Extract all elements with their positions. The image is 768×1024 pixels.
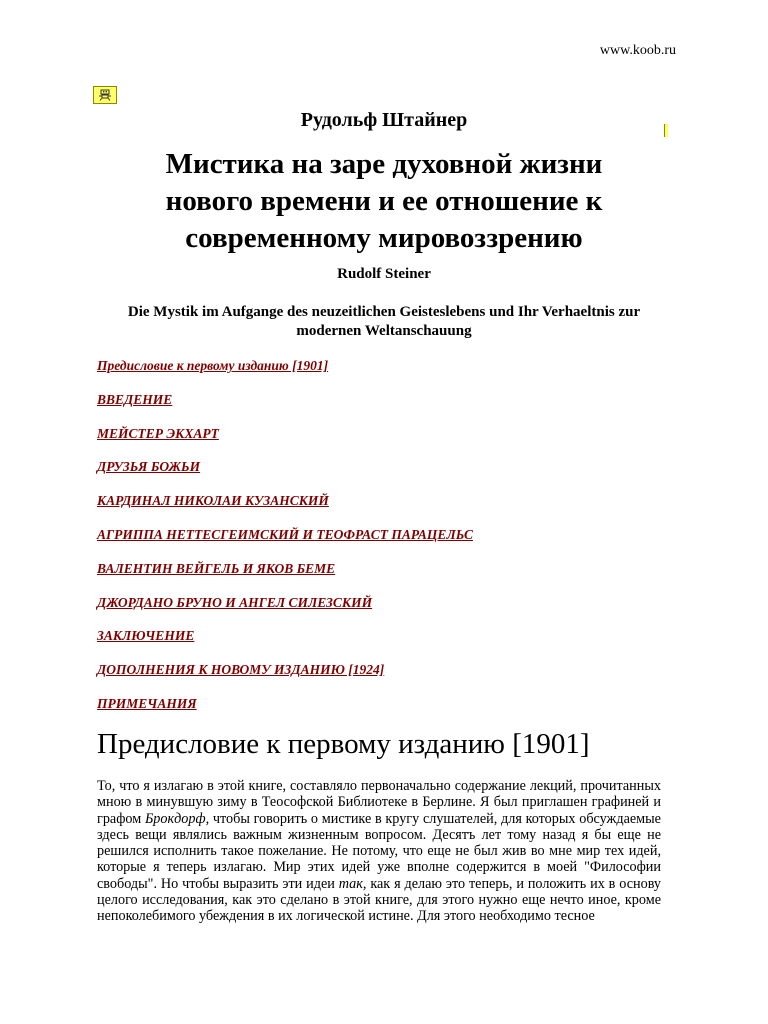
site-url[interactable]: www.koob.ru [599,43,676,58]
toc-item [97,661,473,695]
table-of-contents [97,357,473,729]
book-title-ru: Мистика на заре духовной жизни нового времени и ее отношение к современному мировоззрению [165,148,603,254]
toc-link-bruno-silesius[interactable]: ДЖОРДАНО БРУНО И АНГЕЛ СИЛЕЗСКИЙ [97,594,373,610]
toc-item [97,627,473,661]
toc-link-additions-1924[interactable]: ДОПОЛНЕНИЯ К НОВОМУ ИЗДАНИЮ [1924] [97,662,385,678]
toc-item [97,458,473,492]
paragraph-text: То, что я излагаю в этой книге, составляло первоначально содержание лекций, прочитанных мною в минувшую зиму в Теософской Библиотеке в Берлине. Я был приглашен графиней и графом [97,778,661,827]
toc-item [97,526,473,560]
toc-link-friends-of-god[interactable]: ДРУЗЬЯ БОЖЬИ [97,459,201,475]
toc-link-introduction[interactable]: ВВЕДЕНИЕ [97,391,173,407]
toc-item [97,425,473,459]
toc-item [97,560,473,594]
author-name-de: Rudolf Steiner [337,266,431,282]
toc-link-conclusion[interactable]: ЗАКЛЮЧЕНИЕ [97,628,195,644]
toc-link-preface[interactable]: Предисловие к первому изданию [1901] [97,358,329,373]
toc-link-agrippa-paracelsus[interactable]: АГРИППА НЕТТЕСГЕИМСКИЙ И ТЕОФРАСТ ПАРАЦЕЛЬС [97,526,473,542]
toc-item [97,357,473,391]
body-paragraph [97,778,661,924]
toc-item [97,492,473,526]
toc-link-meister-eckhart[interactable]: МЕЙСТЕР ЭКХАРТ [97,425,219,441]
toc-link-notes[interactable]: ПРИМЕЧАНИЯ [97,695,197,711]
toc-item [97,391,473,425]
toc-link-nicholas-of-cusa[interactable]: КАРДИНАЛ НИКОЛАИ КУЗАНСКИЙ [97,493,329,509]
emphasis-text: так, [338,875,367,892]
emphasis-text: Брокдорф, [144,810,210,827]
toc-item [97,594,473,628]
section-heading: Предисловие к первому изданию [1901] [97,728,590,760]
toc-item [97,695,473,729]
toc-link-weigel-boehme[interactable]: ВАЛЕНТИН ВЕЙГЕЛЬ И ЯКОВ БЕМЕ [97,560,336,576]
paragraph-text: как я делаю это теперь, и положить их в основу целого исследования, как это сделано в этой книге, для этого нужно еще нечто иное, кроме непоколебимого убеждения в их логической истине. Для этого необходимо тесное [97,875,662,924]
book-title-de: Die Mystik im Aufgange des neuzeitlichen Geisteslebens und Ihr Verhaeltnis zur modernen Weltanschauung [127,304,641,339]
author-name-ru: Рудольф Штайнер [300,109,468,131]
reader-figure-icon[interactable] [93,86,117,104]
paragraph-text: чтобы говорить о мистике в кругу слушателей, для которых обсуждаемые здесь вещи являлись важным жизненным вопросом. Десятъ лет тому назад я бы еще не решился исполнить такое пожелание. Не потому, что еще не был жив во мне мир тех идей, которые я теперь излагаю. Мир этих идей уже вполне содержится в моей "Философии свободы". Но чтобы выразить эти идеи [97,810,661,892]
